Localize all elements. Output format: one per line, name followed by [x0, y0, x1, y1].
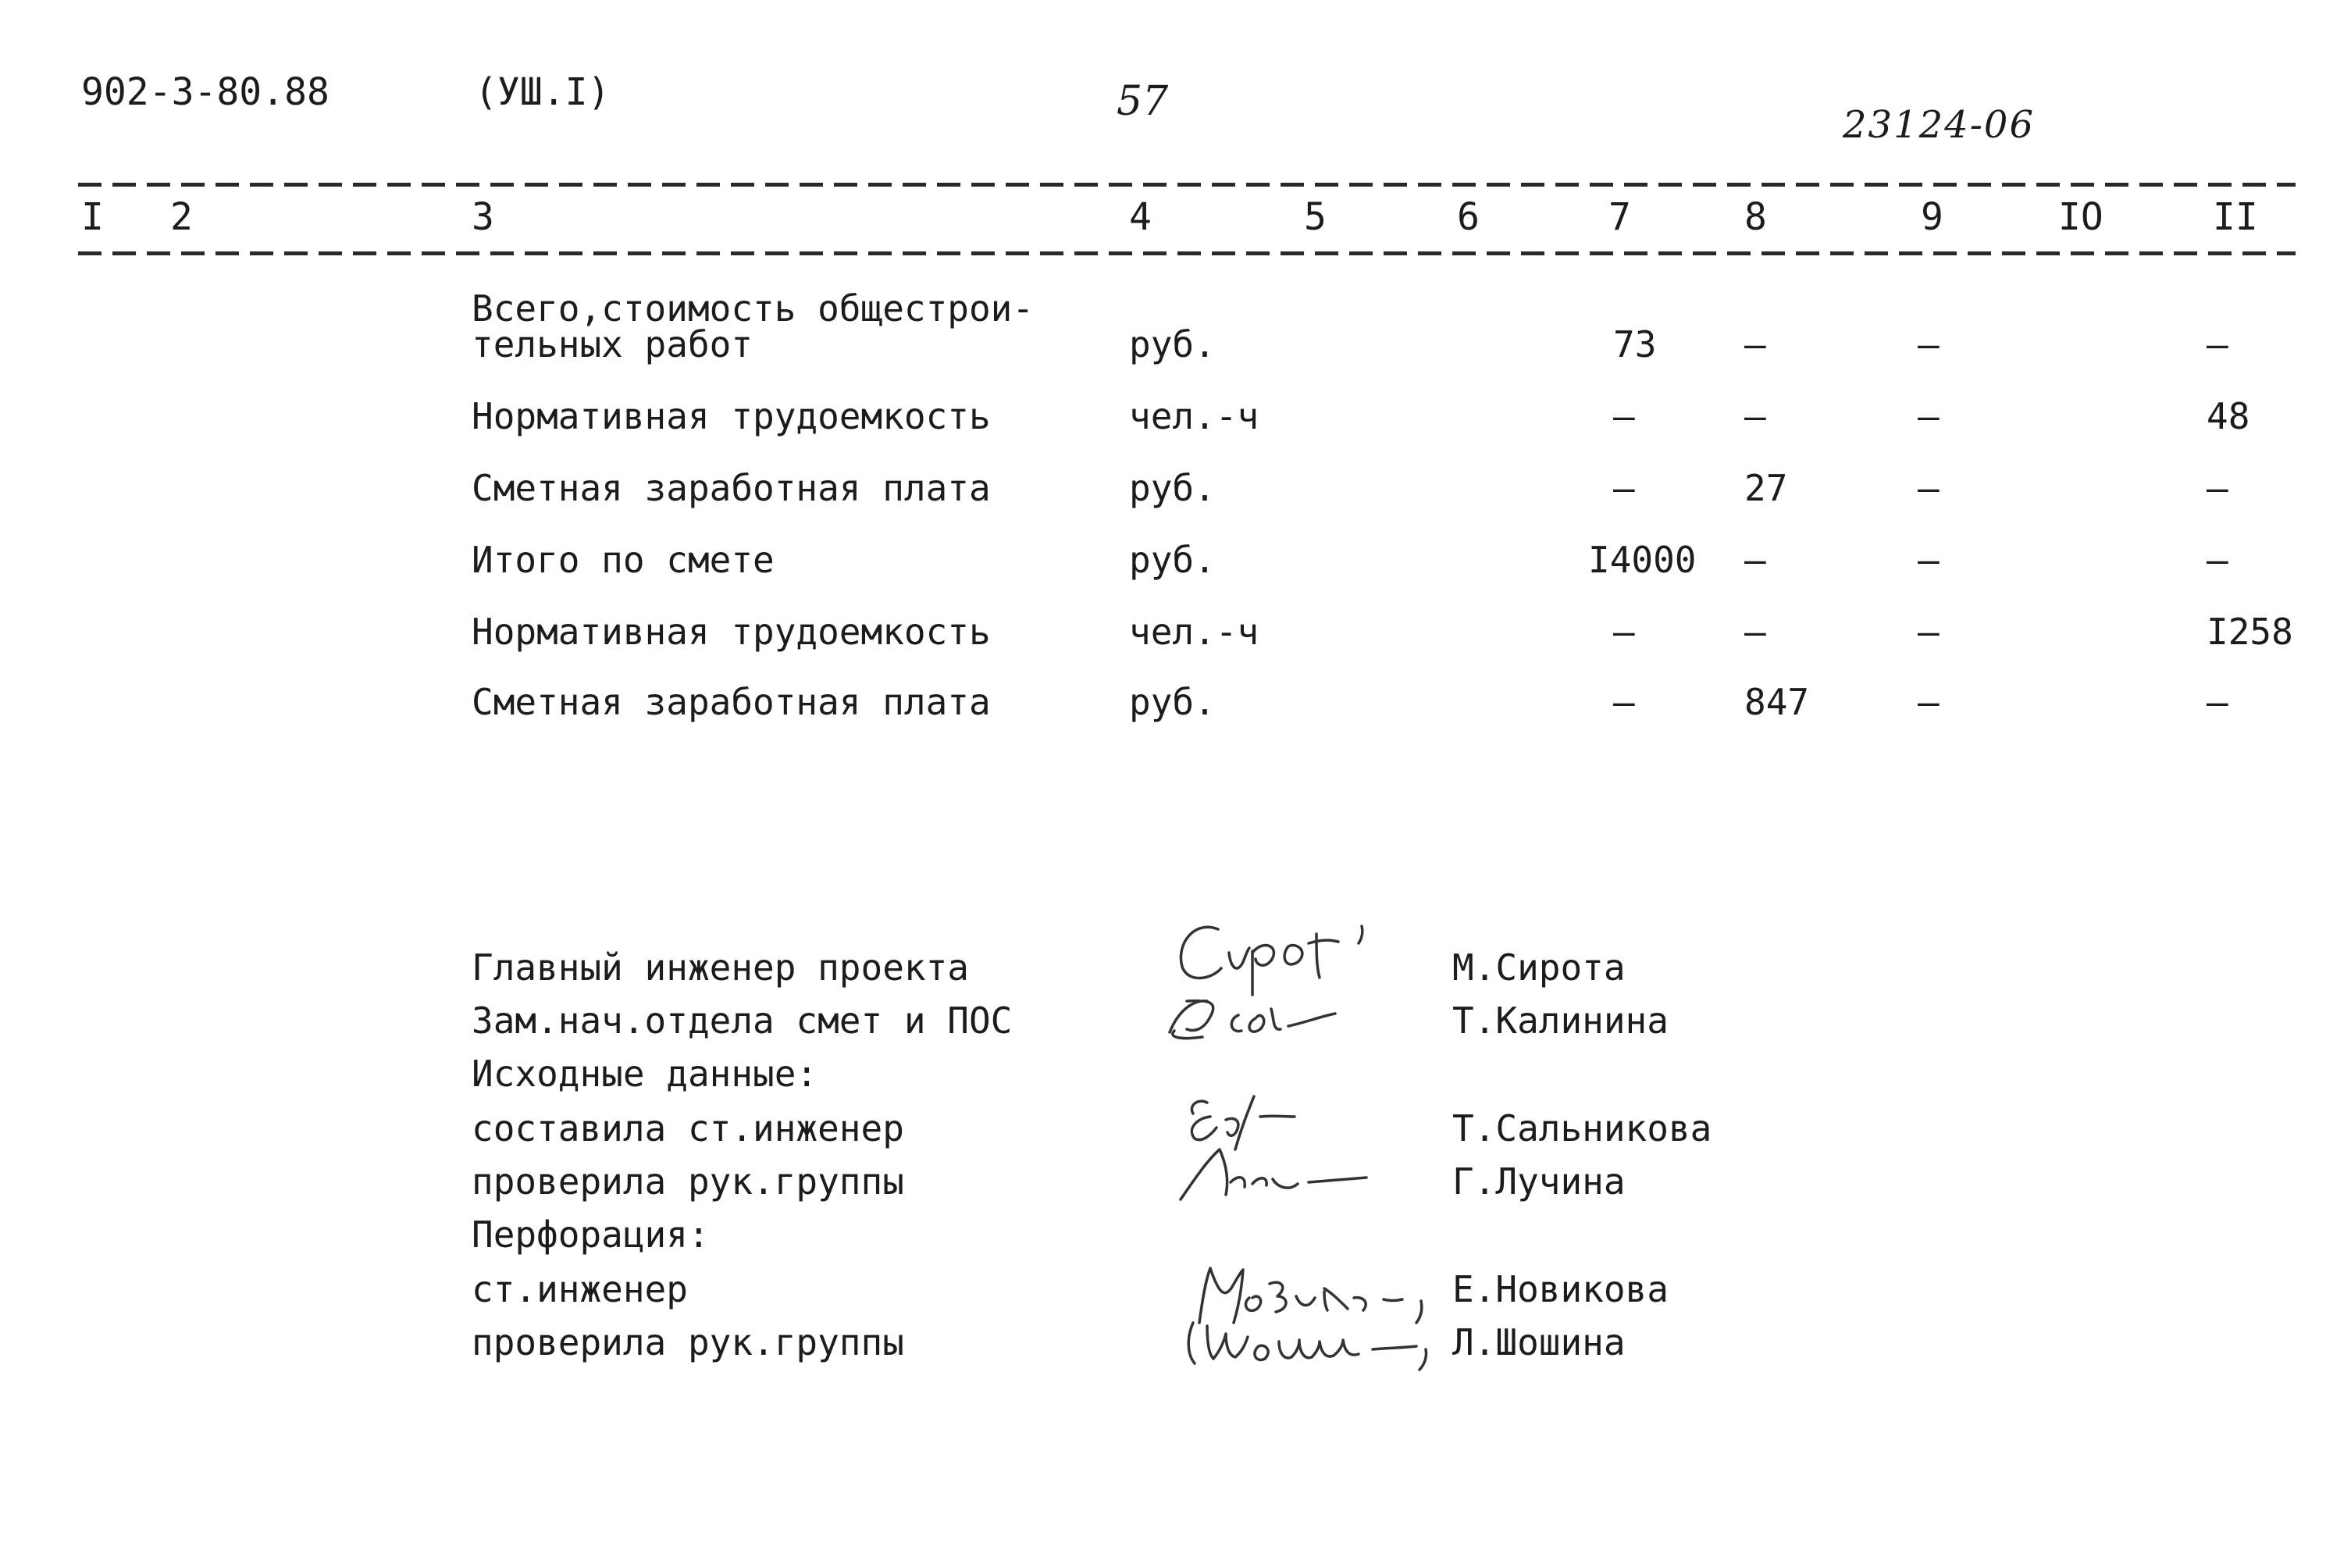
row-1-unit: руб. [1129, 323, 1216, 365]
column-header-10: IO [2058, 195, 2103, 239]
row-1-col11: – [2207, 323, 2228, 365]
row-6-unit: руб. [1129, 681, 1216, 723]
sig-role-3: Исходные данные: [472, 1053, 818, 1095]
header-top-rule [78, 183, 2296, 187]
signature-kalinina [1163, 985, 1398, 1048]
row-2-col8: – [1744, 395, 1766, 437]
row-5-col11: I258 [2207, 611, 2293, 653]
row-6-col11: – [2207, 681, 2228, 723]
row-5-unit: чел.-ч [1129, 611, 1259, 653]
column-header-1: I [81, 195, 104, 239]
column-header-3: 3 [472, 195, 494, 239]
sig-name-8: Л.Шошина [1452, 1321, 1626, 1363]
row-6-col9: – [1918, 681, 1940, 723]
row-3-col7: – [1613, 467, 1635, 509]
row-3-unit: руб. [1129, 467, 1216, 509]
row-5-name: Нормативная трудоемкость [472, 611, 991, 653]
row-6-col8: 847 [1744, 681, 1810, 723]
sig-name-4: Т.Сальникова [1452, 1107, 1712, 1149]
row-1-col9: – [1918, 323, 1940, 365]
row-2-col9: – [1918, 395, 1940, 437]
column-header-4: 4 [1129, 195, 1152, 239]
row-4-col11: – [2207, 539, 2228, 581]
row-4-col9: – [1918, 539, 1940, 581]
column-header-5: 5 [1304, 195, 1327, 239]
section-label: (УШ.I) [475, 70, 611, 114]
row-1-name-line1: Всего,стоимость общестрои- [472, 287, 1035, 330]
row-2-col11: 48 [2207, 395, 2250, 437]
row-4-unit: руб. [1129, 539, 1216, 581]
document-code-text: 902-3-80.88 [81, 70, 329, 114]
row-2-col7: – [1613, 395, 1635, 437]
row-3-name: Сметная заработная плата [472, 467, 991, 509]
row-2-unit: чел.-ч [1129, 395, 1259, 437]
column-header-9: 9 [1921, 195, 1943, 239]
row-1-col8: – [1744, 323, 1766, 365]
row-1-name-line2: тельных работ [472, 323, 753, 365]
column-header-11: II [2213, 195, 2258, 239]
column-header-6: 6 [1457, 195, 1480, 239]
row-1-col7: 73 [1613, 323, 1657, 365]
column-header-7: 7 [1608, 195, 1631, 239]
row-6-col7: – [1613, 681, 1635, 723]
signature-luchina [1171, 1140, 1390, 1210]
row-5-col7: – [1613, 611, 1635, 653]
row-5-col9: – [1918, 611, 1940, 653]
sig-role-7: ст.инженер [472, 1268, 688, 1310]
sig-name-2: Т.Калинина [1452, 1000, 1669, 1042]
sig-name-7: Е.Новикова [1452, 1268, 1669, 1310]
row-3-col8: 27 [1744, 467, 1788, 509]
header-bottom-rule [78, 251, 2296, 255]
sig-role-1: Главный инженер проекта [472, 946, 969, 989]
sig-role-8: проверила рук.группы [472, 1321, 904, 1363]
document-code [81, 70, 329, 114]
row-4-name: Итого по смете [472, 539, 775, 581]
sig-role-5: проверила рук.группы [472, 1160, 904, 1203]
row-2-name: Нормативная трудоемкость [472, 395, 991, 437]
row-6-name: Сметная заработная плата [472, 681, 991, 723]
row-5-col8: – [1744, 611, 1766, 653]
sig-name-1: М.Сирота [1452, 946, 1626, 989]
row-4-col7: I4000 [1588, 539, 1697, 581]
sig-role-2: Зам.нач.отдела смет и ПОС [472, 1000, 1013, 1042]
sig-role-4: составила ст.инженер [472, 1107, 904, 1149]
row-3-col9: – [1918, 467, 1940, 509]
row-3-col11: – [2207, 467, 2228, 509]
column-header-2: 2 [170, 195, 193, 239]
row-4-col8: – [1744, 539, 1766, 581]
signature-shoshina [1177, 1303, 1443, 1373]
sig-name-5: Г.Лучина [1452, 1160, 1626, 1203]
column-header-8: 8 [1744, 195, 1767, 239]
archive-number: 23124-06 [1843, 103, 2035, 147]
sig-role-6: Перфорация: [472, 1213, 710, 1256]
page-number: 57 [1117, 78, 1169, 125]
